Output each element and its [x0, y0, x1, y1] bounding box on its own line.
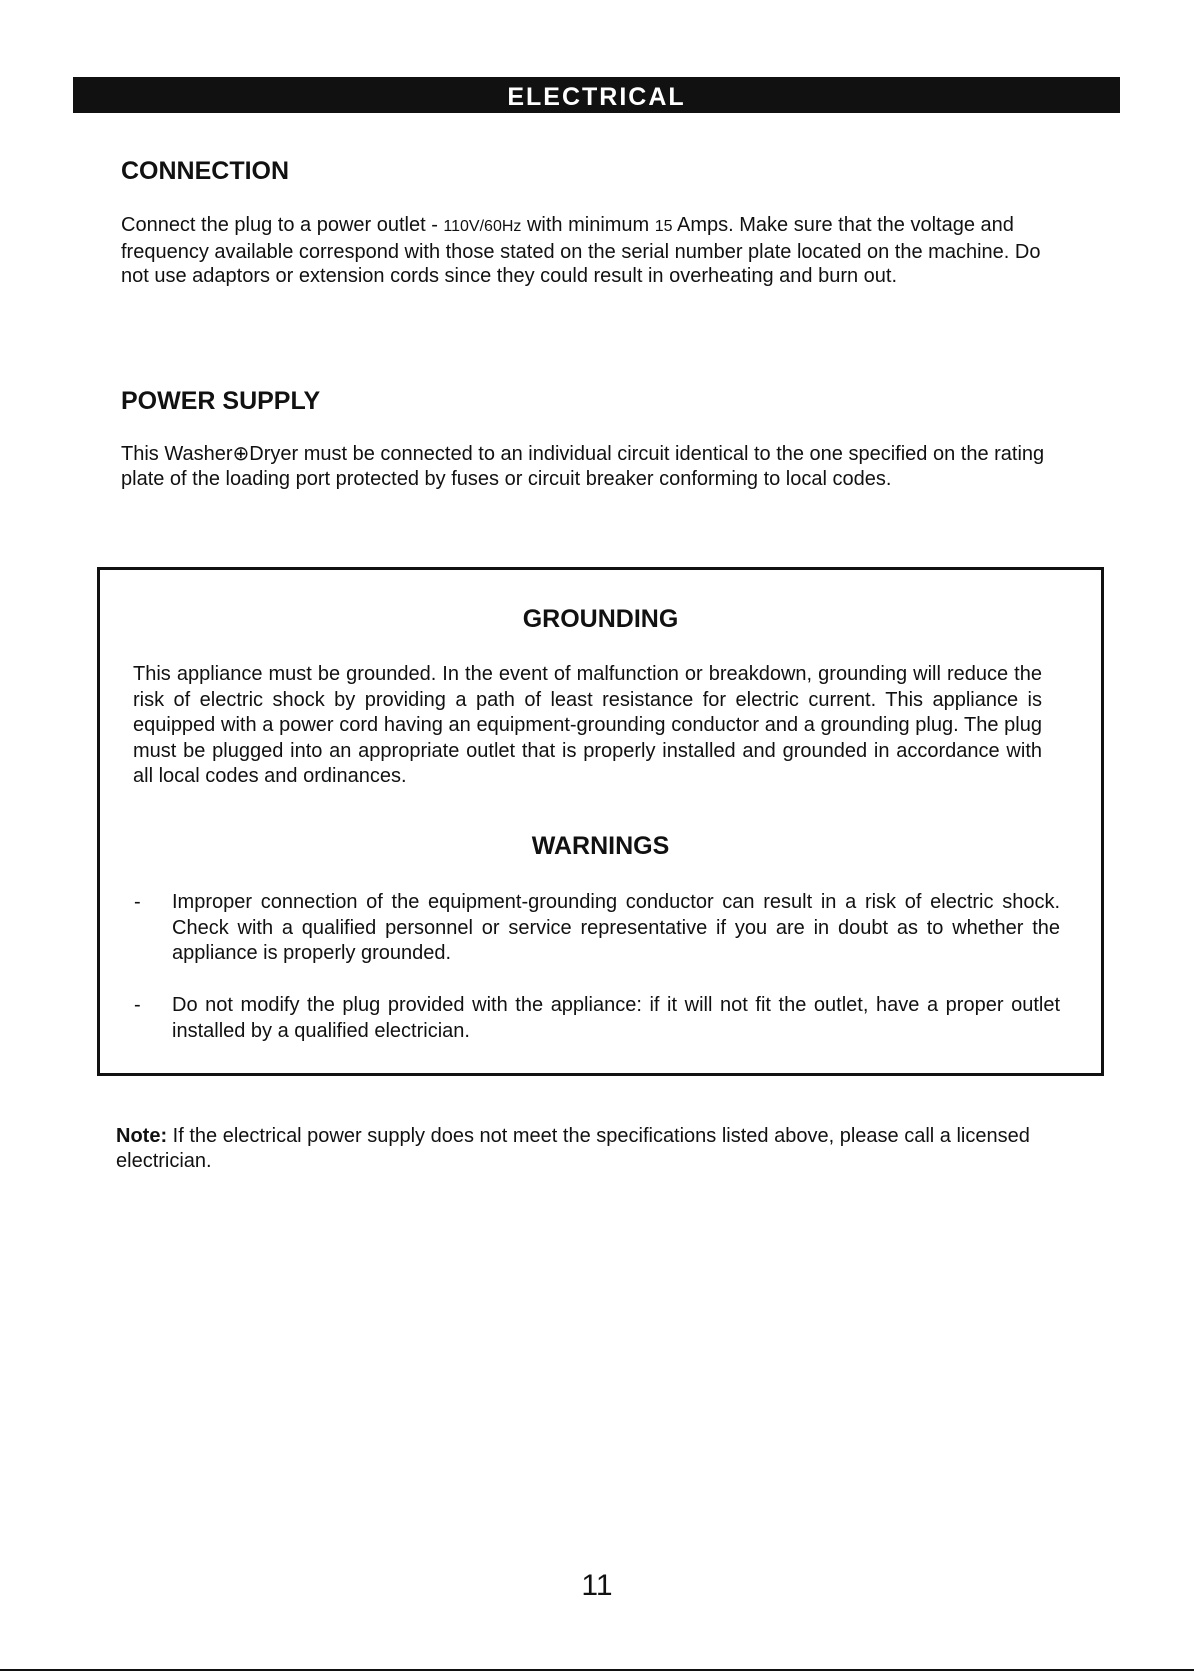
note-label: Note: [116, 1125, 168, 1147]
warning-text-2: Do not modify the plug provided with the appliance: if it will not fit the outlet, have a proper outlet installed by a qualified electrician. [172, 994, 1060, 1042]
bullet-dash: - [134, 891, 141, 913]
bullet-dash: - [134, 994, 141, 1016]
bottom-rule [0, 1669, 1194, 1671]
connection-heading: CONNECTION [121, 157, 290, 185]
note-bold-letter: If [172, 1125, 184, 1147]
connection-text-post: Amps. Make sure that the voltage and frequency available correspond with those stated on the serial number plate located on the machine. Do not use adaptors or extension cords since they could result in overheating and burn out. [121, 214, 1041, 287]
grounding-box [97, 567, 1104, 1076]
note-body: the electrical power supply does not meet the specifications listed above, please call a licensed electrician. [116, 1125, 1030, 1172]
connection-text-pre: Connect the plug to a power outlet - [121, 214, 444, 236]
grounding-heading: GROUNDING [522, 605, 679, 633]
power-supply-text: This Washer⊕Dryer must be connected to an individual circuit identical to the one specified on the rating plate of the loading port protected by fuses or circuit breaker conforming to local codes. [121, 443, 1045, 490]
grounding-text: This appliance must be grounded. In the event of malfunction or breakdown, grounding will reduce the risk of electric shock by providing a path of least resistance for electric current. This appliance is equipped with a power cord having an equipment-grounding conductor and a grounding plug. The plug must be plugged into an appropriate outlet that is properly installed and grounded in accordance with all local codes and ordinances. [133, 663, 1042, 787]
amps-spec: 15 [654, 218, 673, 235]
connection-text-mid: with minimum [521, 214, 655, 236]
page-number: 11 [581, 1569, 613, 1602]
section-banner: ELECTRICAL [73, 77, 1120, 113]
power-supply-heading: POWER SUPPLY [121, 387, 321, 415]
note-text [116, 1124, 1056, 1173]
voltage-spec: 110V/60Hz [443, 218, 522, 235]
connection-text [121, 213, 1051, 289]
warning-text-1: Improper connection of the equipment-grounding conductor can result in a risk of electric shock. Check with a qualified personnel or service representative if you are in doubt as to whether the appliance is properly grounded. [172, 891, 1060, 964]
warnings-heading: WARNINGS [531, 832, 670, 860]
